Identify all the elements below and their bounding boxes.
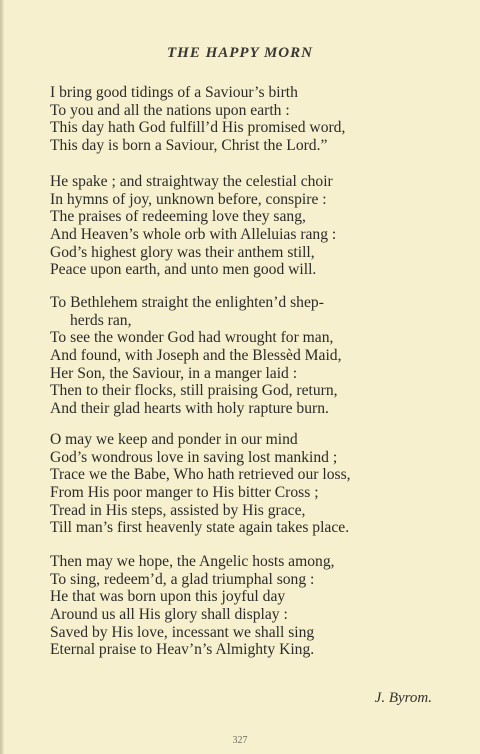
stanza-line: To sing, redeem’d, a glad triumphal song : (50, 570, 315, 588)
stanza-line: Saved by His love, incessant we shall sing (50, 623, 315, 641)
stanza-2 (50, 173, 470, 279)
stanza-line: Then may we hope, the Angelic hosts among, (50, 553, 335, 570)
stanza-line: He that was born upon this joyful day (50, 588, 286, 606)
stanza-line: Then to their flocks, still praising God, return, (50, 382, 338, 400)
stanza-line: In hymns of joy, unknown before, conspire : (50, 190, 327, 208)
stanza-line: Around us all His glory shall display : (50, 606, 288, 624)
stanza-line: And Heaven’s whole orb with Alleluias rang : (50, 226, 337, 244)
stanza-line: I bring good tidings of a Saviour’s birth (50, 84, 298, 101)
stanza-line: And found, with Joseph and the Blessèd Maid, (50, 347, 342, 365)
stanza-line: Trace we the Babe, Who hath retrieved our loss, (50, 466, 351, 484)
stanza-4 (50, 431, 470, 537)
stanza-line: This day hath God fulfill’d His promised word, (50, 119, 346, 137)
stanza-line: Eternal praise to Heav’n’s Almighty King. (50, 641, 315, 659)
stanza-line: God’s highest glory was their anthem still, (50, 243, 315, 261)
stanza-line: Her Son, the Saviour, in a manger laid : (50, 364, 298, 382)
stanza-5 (50, 553, 470, 659)
stanza-line: God’s wondrous love in saving lost mankind ; (50, 448, 338, 466)
stanza-line: He spake ; and straightway the celestial choir (50, 173, 333, 190)
stanza-line: Peace upon earth, and unto men good will. (50, 261, 317, 279)
stanza-3 (50, 294, 470, 418)
stanza-line: O may we keep and ponder in our mind (50, 431, 298, 448)
stanza-line: Tread in His steps, assisted by His grace, (50, 501, 306, 519)
stanza-line: The praises of redeeming love they sang, (50, 208, 306, 226)
stanza-1 (50, 84, 470, 155)
stanza-line: To Bethlehem straight the enlighten’d shep- (50, 294, 324, 311)
stanza-line: This day is born a Saviour, Christ the Lord.” (50, 137, 328, 155)
stanza-line: And their glad hearts with holy rapture burn. (50, 400, 329, 418)
page-title: THE HAPPY MORN (167, 45, 313, 62)
stanza-line: To see the wonder God had wrought for man, (50, 329, 334, 347)
stanza-line: Till man’s first heavenly state again takes place. (50, 519, 350, 537)
stanza-line: To you and all the nations upon earth : (50, 101, 290, 119)
author-attribution: J. Byrom. (374, 690, 432, 706)
stanza-line-continuation: herds ran, (70, 311, 132, 329)
stanza-line: From His poor manger to His bitter Cross ; (50, 484, 319, 502)
page-number: 327 (232, 735, 248, 746)
